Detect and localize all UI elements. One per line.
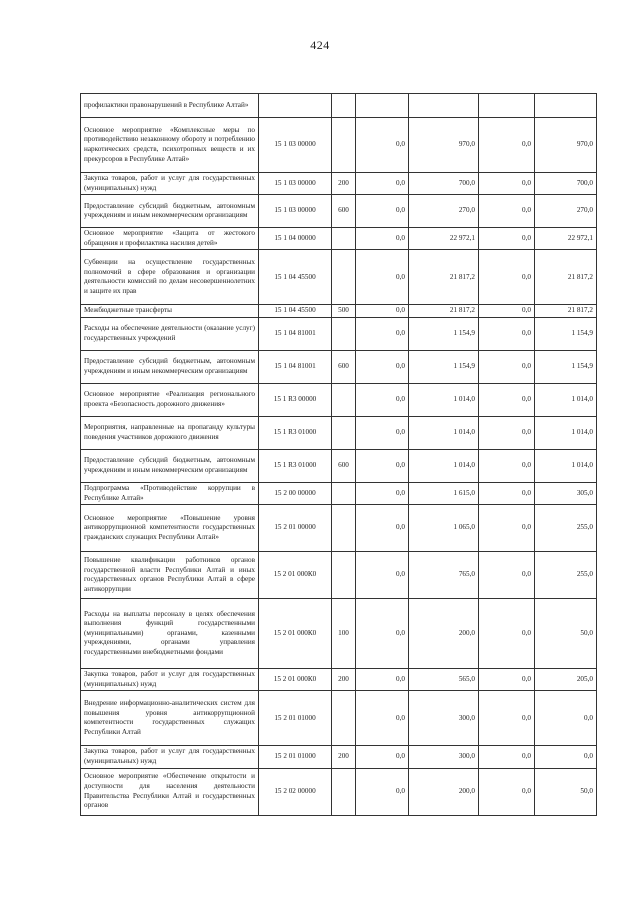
row-value-2: 300,0 xyxy=(409,691,479,746)
row-code: 15 1 03 00000 xyxy=(259,118,332,173)
row-value-1: 0,0 xyxy=(356,228,409,250)
row-value-1: 0,0 xyxy=(356,305,409,318)
table-row xyxy=(81,94,597,118)
row-value-4: 255,0 xyxy=(535,552,597,599)
row-code: 15 2 01 01000 xyxy=(259,691,332,746)
row-value-2: 21 817,2 xyxy=(409,250,479,305)
row-expense-type: 200 xyxy=(332,746,356,768)
row-name: Предоставление субсидий бюджетным, автономным учреждениям и иным некоммерческим организациям xyxy=(81,449,259,482)
row-code xyxy=(259,94,332,118)
row-value-2: 300,0 xyxy=(409,746,479,768)
row-value-3: 0,0 xyxy=(479,383,535,416)
row-value-4: 0,0 xyxy=(535,691,597,746)
row-name: Расходы на обеспечение деятельности (оказание услуг) государственных учреждений xyxy=(81,317,259,350)
row-value-4: 50,0 xyxy=(535,768,597,815)
row-value-4: 1 014,0 xyxy=(535,449,597,482)
row-value-3: 0,0 xyxy=(479,350,535,383)
table-row xyxy=(81,505,597,552)
row-code: 15 2 02 00000 xyxy=(259,768,332,815)
row-name: Основное мероприятие «Повышение уровня антикоррупционной компетентности государственных гражданских служащих Республики Алтай» xyxy=(81,505,259,552)
row-value-4: 21 817,2 xyxy=(535,305,597,318)
row-value-3: 0,0 xyxy=(479,317,535,350)
row-name: Предоставление субсидий бюджетным, автономным учреждениям и иным некоммерческим организациям xyxy=(81,195,259,228)
row-value-4: 0,0 xyxy=(535,746,597,768)
budget-table xyxy=(80,93,597,816)
row-value-2: 1 154,9 xyxy=(409,350,479,383)
row-expense-type xyxy=(332,482,356,504)
row-value-3: 0,0 xyxy=(479,746,535,768)
row-value-4: 1 154,9 xyxy=(535,350,597,383)
row-value-3: 0,0 xyxy=(479,118,535,173)
row-name: Закупка товаров, работ и услуг для государственных (муниципальных) нужд xyxy=(81,173,259,195)
row-code: 15 1 04 00000 xyxy=(259,228,332,250)
row-value-4: 255,0 xyxy=(535,505,597,552)
row-value-1: 0,0 xyxy=(356,482,409,504)
row-value-3: 0,0 xyxy=(479,305,535,318)
row-value-2: 270,0 xyxy=(409,195,479,228)
row-value-1: 0,0 xyxy=(356,746,409,768)
table-row xyxy=(81,250,597,305)
row-code: 15 1 04 81001 xyxy=(259,350,332,383)
row-value-1: 0,0 xyxy=(356,317,409,350)
row-expense-type xyxy=(332,94,356,118)
table-row xyxy=(81,118,597,173)
row-value-1: 0,0 xyxy=(356,505,409,552)
row-name: Повышение квалификации работников органов государственной власти Республики Алтай и иных государственных органов Республики Алтай в сфере антикоррупции xyxy=(81,552,259,599)
row-name: Расходы на выплаты персоналу в целях обеспечения выполнения функций государственными (муниципальными) органами, казенными учреждениями, органами управления государственными внебюджетными фондами xyxy=(81,599,259,669)
row-expense-type xyxy=(332,691,356,746)
table-row xyxy=(81,317,597,350)
row-value-3: 0,0 xyxy=(479,195,535,228)
row-name: Предоставление субсидий бюджетным, автономным учреждениям и иным некоммерческим организациям xyxy=(81,350,259,383)
row-value-1: 0,0 xyxy=(356,383,409,416)
row-name: Субвенции на осуществление государственных полномочий в сфере образования и организации деятельности комиссий по делам несовершеннолетних и защите их прав xyxy=(81,250,259,305)
page-number: 424 xyxy=(310,38,330,52)
row-value-3: 0,0 xyxy=(479,449,535,482)
row-code: 15 2 00 00000 xyxy=(259,482,332,504)
row-value-3: 0,0 xyxy=(479,691,535,746)
row-value-1: 0,0 xyxy=(356,173,409,195)
row-code: 15 2 01 01000 xyxy=(259,746,332,768)
row-value-4 xyxy=(535,94,597,118)
row-value-3 xyxy=(479,94,535,118)
row-value-3: 0,0 xyxy=(479,768,535,815)
row-value-4: 22 972,1 xyxy=(535,228,597,250)
table-row xyxy=(81,350,597,383)
table-row xyxy=(81,383,597,416)
row-name: Внедрение информационно-аналитических систем для повышения уровня антикоррупционной компетентности государственных служащих Республики Алтай xyxy=(81,691,259,746)
row-value-3: 0,0 xyxy=(479,505,535,552)
row-expense-type xyxy=(332,383,356,416)
row-expense-type: 600 xyxy=(332,449,356,482)
row-name: Подпрограмма «Противодействие коррупции в Республике Алтай» xyxy=(81,482,259,504)
row-expense-type: 200 xyxy=(332,669,356,691)
row-value-3: 0,0 xyxy=(479,599,535,669)
row-value-1: 0,0 xyxy=(356,195,409,228)
row-value-2: 21 817,2 xyxy=(409,305,479,318)
table-row xyxy=(81,599,597,669)
row-value-3: 0,0 xyxy=(479,669,535,691)
row-code: 15 1 03 00000 xyxy=(259,195,332,228)
row-value-1 xyxy=(356,94,409,118)
table-row xyxy=(81,482,597,504)
table-row xyxy=(81,416,597,449)
row-value-1: 0,0 xyxy=(356,416,409,449)
row-name: Основное мероприятие «Реализация регионального проекта «Безопасность дорожного движения» xyxy=(81,383,259,416)
row-code: 15 2 01 000К0 xyxy=(259,669,332,691)
row-code: 15 2 01 000К0 xyxy=(259,552,332,599)
row-value-2: 200,0 xyxy=(409,768,479,815)
row-value-4: 700,0 xyxy=(535,173,597,195)
row-value-1: 0,0 xyxy=(356,250,409,305)
budget-table-body xyxy=(81,94,597,816)
row-expense-type xyxy=(332,768,356,815)
row-code: 15 1 R3 01000 xyxy=(259,416,332,449)
row-code: 15 1 04 45500 xyxy=(259,305,332,318)
row-value-4: 50,0 xyxy=(535,599,597,669)
row-value-2: 765,0 xyxy=(409,552,479,599)
row-code: 15 2 01 00000 xyxy=(259,505,332,552)
row-value-3: 0,0 xyxy=(479,228,535,250)
row-value-1: 0,0 xyxy=(356,118,409,173)
row-value-2: 1 014,0 xyxy=(409,383,479,416)
row-value-3: 0,0 xyxy=(479,552,535,599)
row-name: Мероприятия, направленные на пропаганду культуры поведения участников дорожного движения xyxy=(81,416,259,449)
row-expense-type xyxy=(332,118,356,173)
row-name: Закупка товаров, работ и услуг для государственных (муниципальных) нужд xyxy=(81,746,259,768)
table-row xyxy=(81,691,597,746)
row-value-2: 970,0 xyxy=(409,118,479,173)
row-value-2: 1 154,9 xyxy=(409,317,479,350)
row-value-2: 1 014,0 xyxy=(409,416,479,449)
table-row xyxy=(81,746,597,768)
table-row xyxy=(81,195,597,228)
row-value-2 xyxy=(409,94,479,118)
row-code: 15 1 04 45500 xyxy=(259,250,332,305)
row-code: 15 2 01 000К0 xyxy=(259,599,332,669)
row-value-4: 1 014,0 xyxy=(535,416,597,449)
row-name: Основное мероприятие «Защита от жестокого обращения и профилактика насилия детей» xyxy=(81,228,259,250)
row-value-1: 0,0 xyxy=(356,691,409,746)
row-value-2: 565,0 xyxy=(409,669,479,691)
row-value-2: 700,0 xyxy=(409,173,479,195)
row-value-4: 1 014,0 xyxy=(535,383,597,416)
row-expense-type xyxy=(332,552,356,599)
row-value-3: 0,0 xyxy=(479,416,535,449)
table-row xyxy=(81,305,597,318)
row-value-2: 200,0 xyxy=(409,599,479,669)
row-value-4: 1 154,9 xyxy=(535,317,597,350)
row-value-1: 0,0 xyxy=(356,449,409,482)
row-value-2: 1 014,0 xyxy=(409,449,479,482)
row-code: 15 1 03 00000 xyxy=(259,173,332,195)
row-code: 15 1 R3 01000 xyxy=(259,449,332,482)
row-value-1: 0,0 xyxy=(356,669,409,691)
row-expense-type xyxy=(332,317,356,350)
row-value-3: 0,0 xyxy=(479,482,535,504)
row-expense-type xyxy=(332,228,356,250)
row-value-4: 205,0 xyxy=(535,669,597,691)
table-row xyxy=(81,228,597,250)
row-name: профилактики правонарушений в Республике Алтай» xyxy=(81,94,259,118)
table-row xyxy=(81,449,597,482)
row-expense-type: 600 xyxy=(332,195,356,228)
row-value-1: 0,0 xyxy=(356,350,409,383)
row-code: 15 1 04 81001 xyxy=(259,317,332,350)
row-expense-type: 200 xyxy=(332,173,356,195)
row-name: Межбюджетные трансферты xyxy=(81,305,259,318)
table-row xyxy=(81,552,597,599)
row-value-2: 22 972,1 xyxy=(409,228,479,250)
table-row xyxy=(81,669,597,691)
row-name: Основное мероприятие «Комплексные меры по противодействию незаконному обороту и потреблению наркотических средств, психотропных веществ и их прекурсоров в Республике Алтай» xyxy=(81,118,259,173)
row-value-4: 21 817,2 xyxy=(535,250,597,305)
row-expense-type: 100 xyxy=(332,599,356,669)
row-expense-type xyxy=(332,416,356,449)
row-value-4: 970,0 xyxy=(535,118,597,173)
row-value-4: 305,0 xyxy=(535,482,597,504)
row-expense-type xyxy=(332,505,356,552)
row-value-4: 270,0 xyxy=(535,195,597,228)
row-expense-type xyxy=(332,250,356,305)
row-value-1: 0,0 xyxy=(356,599,409,669)
row-value-1: 0,0 xyxy=(356,552,409,599)
row-code: 15 1 R3 00000 xyxy=(259,383,332,416)
row-expense-type: 500 xyxy=(332,305,356,318)
row-value-2: 1 065,0 xyxy=(409,505,479,552)
row-value-3: 0,0 xyxy=(479,250,535,305)
row-name: Основное мероприятие «Обеспечение открытости и доступности для населения деятельности Правительства Республики Алтай и государственных органов xyxy=(81,768,259,815)
table-row xyxy=(81,768,597,815)
table-row xyxy=(81,173,597,195)
row-value-2: 1 615,0 xyxy=(409,482,479,504)
row-expense-type: 600 xyxy=(332,350,356,383)
row-value-3: 0,0 xyxy=(479,173,535,195)
row-value-1: 0,0 xyxy=(356,768,409,815)
row-name: Закупка товаров, работ и услуг для государственных (муниципальных) нужд xyxy=(81,669,259,691)
